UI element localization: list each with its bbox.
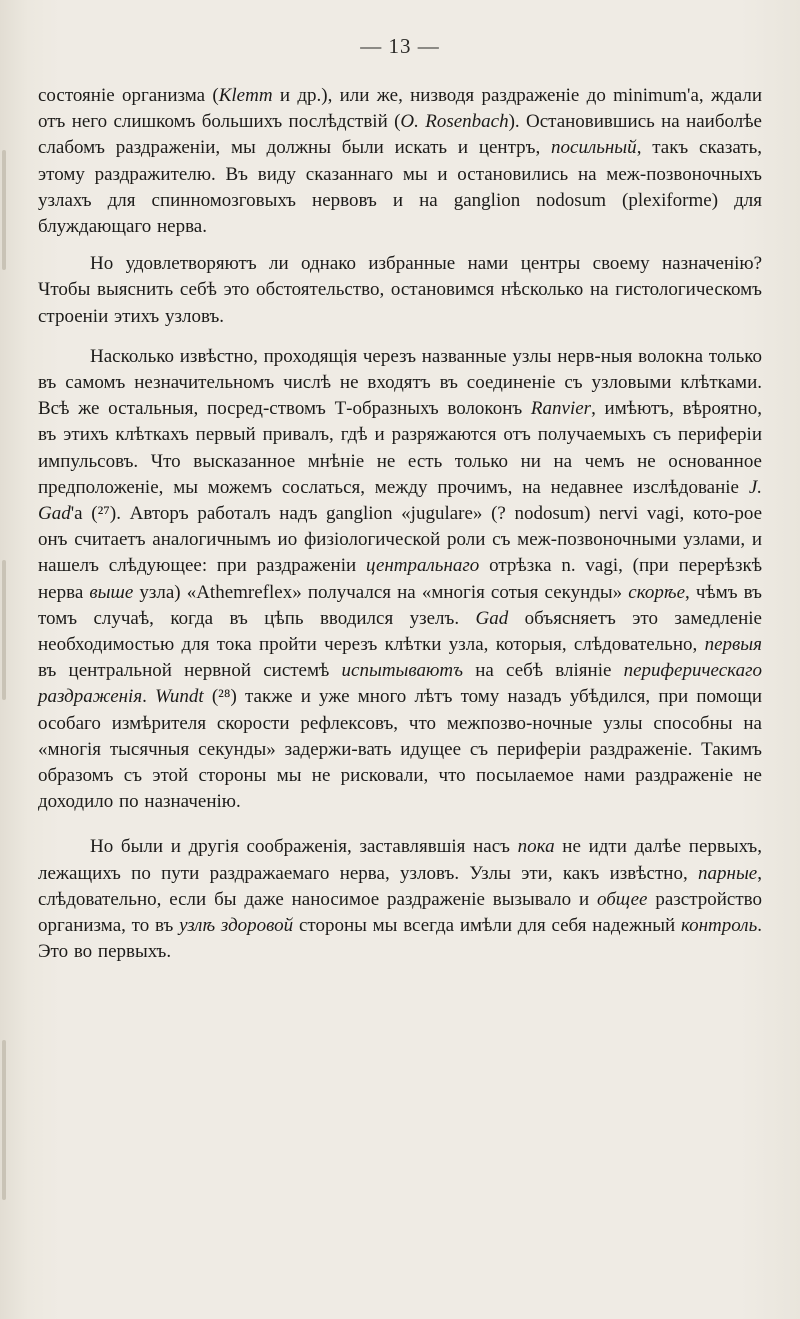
emphasis-text: Gad: [475, 607, 509, 629]
paragraph-1: [38, 83, 762, 240]
text-run: , такъ сказать, этому раздражителю. Въ виду сказаннаго мы и остановились на меж-позвоночныхъ узлахъ для спинномозговыхъ нервовъ и на ganglion nodosum (plexiforme) для блуждающаго нерва.: [38, 137, 763, 238]
text-run: узла) «Athemreflex» получался на «многія сотыя секунды»: [133, 581, 629, 603]
text-run: , имѣютъ, вѣроятно, въ этихъ клѣткахъ первый привалъ, гдѣ и разряжаются отъ получаемыхъ съ периферіи импульсовъ. Что высказанное мнѣніе не есть только ни на чемъ не основанное предположеніе, мы можемъ сослаться, между прочимъ, на недавнее изслѣдованіе: [38, 398, 762, 498]
emphasis-text: выше: [89, 581, 134, 603]
emphasis-text: испытываютъ: [341, 660, 464, 682]
paragraph-2: [38, 251, 762, 330]
emphasis-text: общее: [596, 888, 648, 910]
page-edge-shadow: [2, 150, 6, 270]
text-run: объясняетъ это замедленіе необходимостью для тока пройти черезъ клѣтки узла, которыя, слѣдовательно,: [38, 607, 762, 656]
text-run: и др.), или же, низводя раздраженіе до minimum'а, ждали отъ него слишкомъ большихъ послѣдствій (: [38, 85, 762, 133]
paragraph-3: [38, 344, 762, 816]
emphasis-text: O. Rosenbach: [400, 111, 509, 133]
body-text: [38, 83, 762, 966]
text-run: .: [142, 686, 156, 708]
emphasis-text: пока: [517, 836, 555, 858]
text-run: Но были и другія соображенія, заставлявшія насъ: [90, 836, 518, 858]
page-number: — 13 —: [360, 34, 440, 58]
text-run: не идти далѣе первыхъ, лежащихъ по пути раздражаемаго нерва, узловъ. Узлы эти, какъ извѣстно,: [38, 836, 762, 884]
emphasis-text: первыя: [704, 634, 762, 656]
text-run: Но удовлетворяютъ ли однако избранные нами центры своему назначенію? Чтобы выяснить себѣ это обстоятельство, остановимся нѣсколько на гистологическомъ строеніи этихъ узловъ.: [38, 253, 762, 327]
emphasis-text: посильный: [551, 137, 637, 159]
emphasis-text: центральнаго: [365, 555, 480, 577]
text-run: отрѣзка n. vagi, (при перерѣзкѣ нерва: [38, 555, 763, 603]
emphasis-text: скорѣе: [628, 581, 685, 603]
emphasis-text: периферическаго раздраженія: [38, 660, 762, 708]
text-run: ). Остановившись на наиболѣе слабомъ раздраженіи, мы должны были искать и центръ,: [38, 111, 762, 159]
text-run: на себѣ вліяніе: [463, 660, 624, 682]
text-run: 'а (²⁷). Авторъ работалъ надъ ganglion «jugulare» (? nodosum) nervi vagi, кото-рое онъ считаетъ аналогичнымъ ио физіологической роли съ меж-позвоночными узлами, и нашелъ слѣдующее: при раздраженіи: [38, 503, 762, 577]
text-run: въ центральной нервной системѣ: [38, 660, 342, 682]
emphasis-text: парные: [698, 862, 758, 884]
text-run: , чѣмъ въ томъ случаѣ, когда въ цѣпь вводился узелъ.: [38, 581, 762, 629]
text-run: . Это во первыхъ.: [38, 915, 762, 963]
text-run: (²⁸) также и уже много лѣтъ тому назадъ убѣдился, при помощи особаго измѣрителя скорости рефлексовъ, что межпозво-ночные узлы способны на «многія тысячныя секунды» задержи-вать идущее съ периферіи раздраженіе. Такимъ образомъ съ этой стороны мы не рисковали, что посылаемое нами раздраженіе не доходило по назначенію.: [38, 686, 762, 813]
page-edge-shadow: [2, 1040, 6, 1200]
text-run: стороны мы всегда имѣли для себя надежный: [293, 915, 681, 937]
text-run: Насколько извѣстно, проходящія черезъ названные узлы нерв-ныя волокна только въ самомъ незначительномъ числѣ не входятъ въ соединеніе съ узловыми клѣтками. Всѣ же остальныя, посред-ствомъ Т-образныхъ волоконъ: [38, 345, 763, 420]
emphasis-text: узлѣ здоровой: [179, 915, 294, 937]
text-run: состояніе организма (: [38, 85, 219, 106]
text-run: разстройство организма, то въ: [38, 888, 762, 937]
emphasis-text: контроль: [680, 915, 758, 937]
emphasis-text: J. Gad: [38, 476, 762, 525]
page-edge-shadow: [2, 560, 6, 700]
emphasis-text: Klemm: [218, 85, 273, 106]
emphasis-text: Wundt: [155, 686, 204, 708]
emphasis-text: Ranvier: [530, 398, 592, 420]
text-run: , слѣдовательно, если бы даже наносимое раздраженіе вызывало и: [38, 862, 762, 910]
paragraph-4: [38, 834, 762, 965]
